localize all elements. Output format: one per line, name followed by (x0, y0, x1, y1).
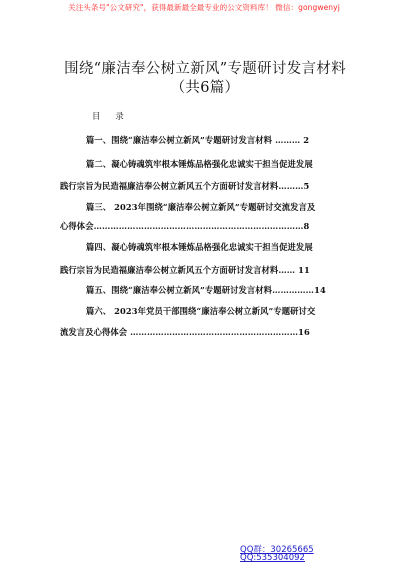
header-banner: 关注头条号"公文研究"，获得最新最全最专业的公文资料库！ 微信：gongwenyj (68, 3, 340, 12)
toc-line: 篇五、围绕“廉洁奉公树立新风”专题研讨发言材料……………14 (86, 285, 326, 295)
toc-line: 篇一、围绕“廉洁奉公树立新风”专题研讨发言材料 ……… 2 (86, 135, 310, 145)
toc-line: 流发言及心得体会 ……………………………………………………16 (60, 327, 310, 337)
qq-number: QQ:535304092 (240, 553, 305, 563)
toc-line: 篇三、 2023年围绕“廉洁奉公树立新风”专题研讨交流发言及 (86, 202, 316, 212)
document-title: 围绕“廉洁奉公树立新风”专题研讨发言材料（共6篇） (64, 61, 346, 96)
toc-heading: 目 录 (92, 112, 130, 122)
toc-line: 践行宗旨为民造福廉洁奉公树立新风五个方面研讨发言材料…… 11 (60, 265, 310, 275)
toc-line: 心得体会…………………………………………………………………8 (60, 221, 310, 231)
toc-line: 篇六、 2023年党员干部围绕“廉洁奉公树立新风”专题研讨交 (86, 306, 316, 316)
toc-line: 践行宗旨为民造福廉洁奉公树立新风五个方面研讨发言材料………5 (60, 181, 310, 191)
toc-line: 篇四、凝心铸魂筑牢根本锤炼品格强化忠诚实干担当促进发展 (86, 242, 313, 252)
qq-group-number: QQ群：30265665 (240, 545, 314, 555)
toc-line: 篇二、凝心铸魂筑牢根本锤炼品格强化忠诚实干担当促进发展 (86, 159, 313, 169)
